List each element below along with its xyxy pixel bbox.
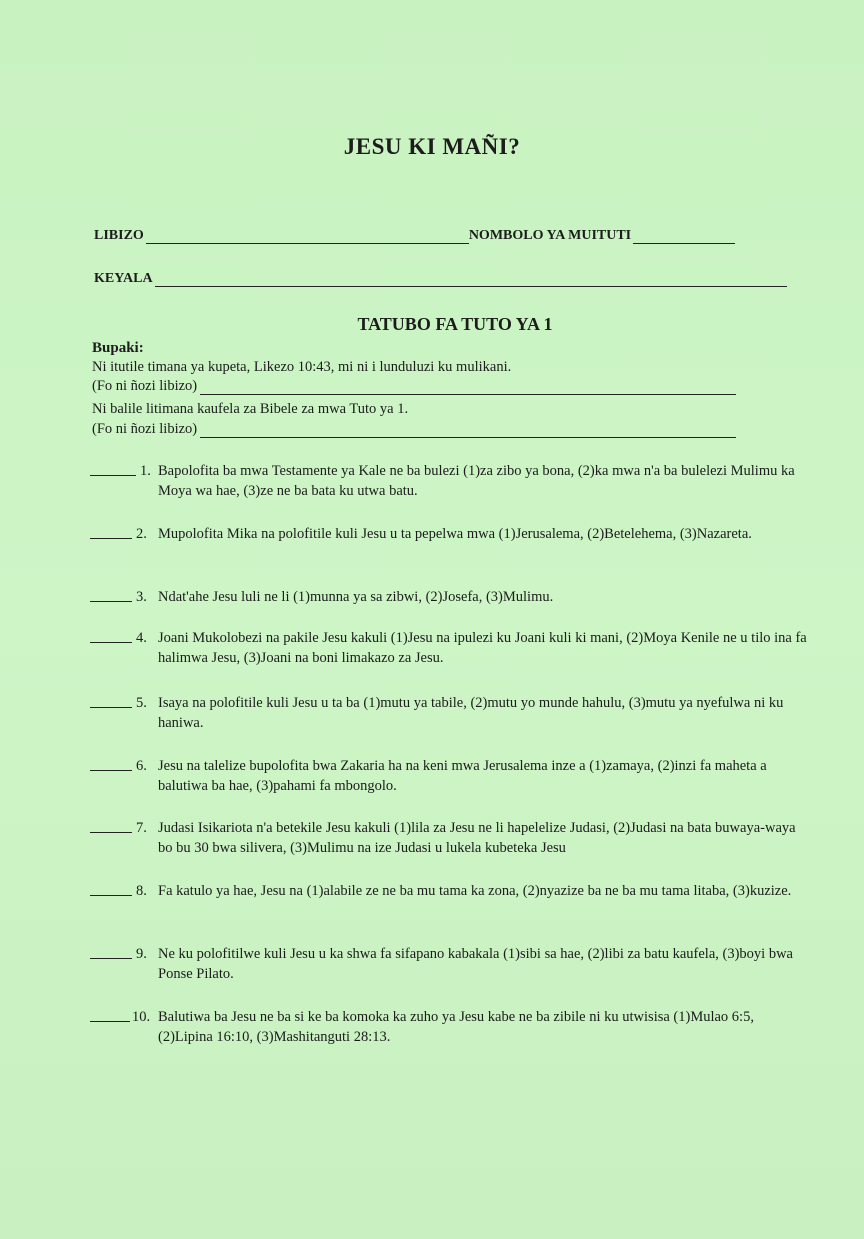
instruction-text: (Fo ni ñozi libizo) (92, 421, 198, 437)
keyala-label: KEYALA (94, 271, 153, 286)
question-text: Fa katulo ya hae, Jesu na (1)alabile ze ne ba mu tama ka zona, (2)nyazize ba ne ba mu tama litaba, (3)kuzize. (158, 883, 792, 899)
name-and-number-row (94, 228, 735, 244)
question-number: 5. (136, 695, 147, 711)
instruction-line (92, 400, 408, 418)
answer-blank[interactable] (90, 524, 132, 539)
question-text: Mupolofita Mika na polofitile kuli Jesu u ta pepelwa mwa (1)Jerusalema, (2)Betelehema, (3)Nazareta. (158, 526, 752, 542)
answer-blank[interactable] (90, 756, 132, 771)
answer-blank[interactable] (90, 461, 136, 476)
section-title: TATUBO FA TUTO YA 1 (357, 314, 553, 334)
keyala-line[interactable] (155, 272, 787, 287)
instruction-line (92, 358, 511, 376)
instruction-text: Ni balile litimana kaufela za Bibele za mwa Tuto ya 1. (92, 401, 409, 417)
instructions-heading: Bupaki: (92, 340, 144, 356)
question-number: 7. (136, 820, 147, 836)
answer-blank[interactable] (90, 1007, 130, 1022)
address-row (94, 271, 787, 287)
question-number: 10. (132, 1009, 151, 1025)
instruction-signature-row (92, 377, 736, 395)
instruction-text: (Fo ni ñozi libizo) (92, 378, 198, 394)
page-title: JESU KI MAÑI? (343, 134, 521, 159)
instruction-signature-row (92, 420, 736, 438)
question-text: Balutiwa ba Jesu ne ba si ke ba komoka ka zuho ya Jesu kabe ne ba zibile ni ku utwisisa (1)Mulao 6:5, (2)Lipina 16:10, (3)Mashitanguti 28:13. (158, 1009, 754, 1045)
libizo-line[interactable] (146, 229, 469, 244)
question-number: 4. (136, 630, 147, 646)
question-text: Jesu na talelize bupolofita bwa Zakaria ha na keni mwa Jerusalema inze a (1)zamaya, (2)inzi fa maheta a balutiwa ba hae, (3)pahami fa mbongolo. (158, 758, 767, 794)
question-number: 2. (136, 526, 147, 542)
answer-blank[interactable] (90, 881, 132, 896)
answer-blank[interactable] (90, 587, 132, 602)
question-text: Bapolofita ba mwa Testamente ya Kale ne ba bulezi (1)za zibo ya bona, (2)ka mwa n'a ba bulelezi Mulimu ka Moya wa hae, (3)ze ne ba bata ku utwa batu. (158, 463, 795, 499)
question-text: Ne ku polofitilwe kuli Jesu u ka shwa fa sifapano kabakala (1)sibi sa hae, (2)libi za batu kaufela, (3)boyi bwa Ponse Pilato. (158, 946, 793, 982)
question-text: Judasi Isikariota n'a betekile Jesu kakuli (1)lila za Jesu ne li hapelelize Judasi, (2)Judasi na bata buwaya-waya bo bu 30 bwa silivera, (3)Mulimu na ize Judasi u lukela kubeteka Jesu (158, 820, 796, 856)
answer-blank[interactable] (90, 693, 132, 708)
question-text: Joani Mukolobezi na pakile Jesu kakuli (1)Jesu na ipulezi ku Joani kuli ki mani, (2)Moya Kenile ne u tilo ina fa halimwa Jesu, (3)Joani na boni limakazo za Jesu. (158, 630, 807, 666)
question-number: 8. (136, 883, 147, 899)
question-text: Ndat'ahe Jesu luli ne li (1)munna ya sa zibwi, (2)Josefa, (3)Mulimu. (158, 589, 554, 605)
libizo-label: LIBIZO (94, 228, 144, 243)
nombolo-line[interactable] (633, 229, 735, 244)
question-number: 9. (136, 946, 147, 962)
answer-blank[interactable] (90, 628, 132, 643)
question-number: 3. (136, 589, 147, 605)
answer-blank[interactable] (90, 944, 132, 959)
signature-line[interactable] (200, 380, 736, 395)
signature-line[interactable] (200, 423, 736, 438)
question-number: 1. (140, 463, 151, 479)
instruction-text: Ni itutile timana ya kupeta, Likezo 10:43, mi ni i lunduluzi ku mulikani. (92, 359, 512, 375)
answer-blank[interactable] (90, 818, 132, 833)
nombolo-label: NOMBOLO YA MUITUTI (468, 228, 632, 243)
question-number: 6. (136, 758, 147, 774)
question-text: Isaya na polofitile kuli Jesu u ta ba (1)mutu ya tabile, (2)mutu yo munde hahulu, (3)mutu ya nyefulwa ni ku haniwa. (158, 695, 784, 731)
